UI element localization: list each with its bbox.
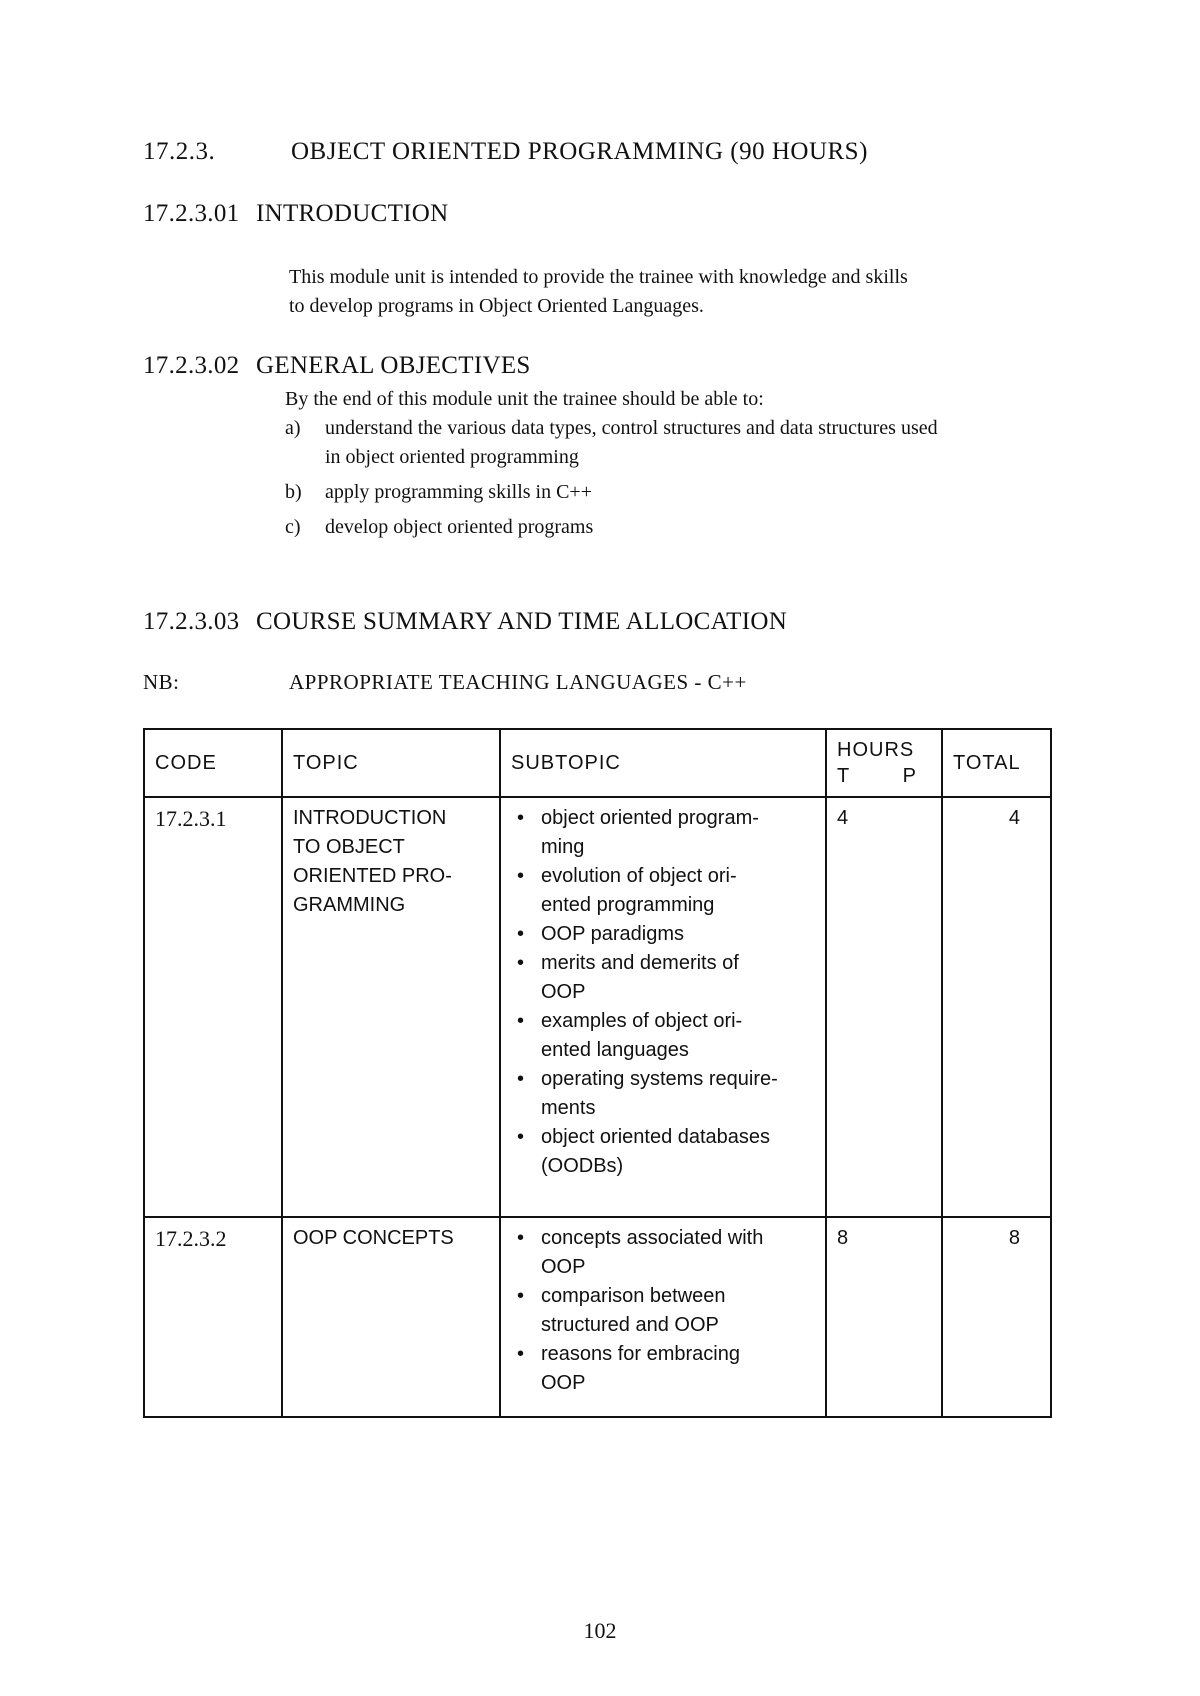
topic-line: GRAMMING — [293, 894, 406, 916]
objectives-lead: By the end of this module unit the trainee should be able to: — [285, 388, 764, 410]
header-hours-label: HOURS — [837, 739, 915, 761]
topic-line: TO OBJECT — [293, 836, 405, 858]
objective-marker: a) — [285, 417, 301, 439]
section-title: OBJECT ORIENTED PROGRAMMING (90 HOURS) — [291, 138, 868, 165]
summary-number: 17.2.3.03 — [143, 608, 240, 635]
subtopic-item: • comparison between structured and OOP — [511, 1282, 817, 1340]
nb-text: APPROPRIATE TEACHING LANGUAGES - C++ — [289, 670, 747, 694]
header-code: CODE — [144, 729, 282, 797]
objective-marker: c) — [285, 516, 301, 538]
page-number: 102 — [583, 1618, 617, 1643]
nb-label: NB: — [143, 670, 180, 694]
intro-text-line: to develop programs in Object Oriented Languages. — [289, 295, 704, 317]
objective-item — [285, 513, 1105, 542]
objectives-list — [285, 414, 1105, 542]
subtopic-item: • reasons for embracing OOP — [511, 1340, 817, 1398]
objective-text: apply programming skills in C++ — [325, 481, 592, 503]
row-subtopics — [500, 1217, 826, 1417]
table-row — [144, 1217, 1051, 1417]
objectives-heading — [143, 352, 531, 380]
row-hours-t: 8 — [826, 1217, 942, 1417]
topic-line: OOP CONCEPTS — [293, 1227, 454, 1249]
header-hours — [826, 729, 942, 797]
row-total: 4 — [942, 797, 1051, 1217]
objectives-number: 17.2.3.02 — [143, 352, 240, 379]
objective-text: understand the various data types, control structures and data structures used — [325, 417, 938, 439]
intro-number: 17.2.3.01 — [143, 200, 240, 227]
subtopic-list — [511, 804, 817, 1181]
objective-text: in object oriented programming — [325, 446, 579, 468]
intro-paragraph — [289, 263, 1089, 321]
row-total: 8 — [942, 1217, 1051, 1417]
header-subtopic: SUBTOPIC — [500, 729, 826, 797]
subtopic-item: • object oriented databases (OODBs) — [511, 1123, 817, 1181]
row-code: 17.2.3.1 — [144, 797, 282, 1217]
row-hours-t: 4 — [826, 797, 942, 1217]
header-topic: TOPIC — [282, 729, 500, 797]
header-hours-p: P — [902, 765, 917, 787]
objective-item — [285, 414, 1105, 472]
summary-heading — [143, 608, 787, 636]
subtopic-item: • OOP paradigms — [511, 920, 817, 949]
objective-item — [285, 478, 1105, 507]
subtopic-item: • merits and demerits of OOP — [511, 949, 817, 1007]
intro-text-line: This module unit is intended to provide the trainee with knowledge and skills — [289, 266, 908, 288]
table-header-row — [144, 729, 1051, 797]
section-number: 17.2.3. — [143, 138, 216, 165]
header-total: TOTAL — [942, 729, 1051, 797]
subtopic-item: • object oriented program- ming — [511, 804, 817, 862]
course-summary-table — [143, 728, 1052, 1418]
nb-line — [143, 668, 747, 697]
objectives-block — [285, 385, 1105, 548]
subtopic-list — [511, 1224, 817, 1398]
subtopic-item: • concepts associated with OOP — [511, 1224, 817, 1282]
topic-line: INTRODUCTION — [293, 807, 447, 829]
summary-title: COURSE SUMMARY AND TIME ALLOCATION — [256, 608, 788, 635]
row-code: 17.2.3.2 — [144, 1217, 282, 1417]
row-subtopics — [500, 797, 826, 1217]
objectives-title: GENERAL OBJECTIVES — [256, 352, 531, 379]
table-row — [144, 797, 1051, 1217]
header-hours-t: T — [837, 765, 851, 787]
topic-line: ORIENTED PRO- — [293, 865, 452, 887]
intro-heading — [143, 200, 448, 228]
row-topic — [282, 1217, 500, 1417]
objective-text: develop object oriented programs — [325, 516, 594, 538]
subtopic-item: • examples of object ori- ented languages — [511, 1007, 817, 1065]
subtopic-item: • evolution of object ori- ented programming — [511, 862, 817, 920]
subtopic-item: • operating systems require- ments — [511, 1065, 817, 1123]
section-heading — [143, 138, 868, 166]
row-topic — [282, 797, 500, 1217]
objective-marker: b) — [285, 481, 302, 503]
intro-title: INTRODUCTION — [256, 200, 449, 227]
